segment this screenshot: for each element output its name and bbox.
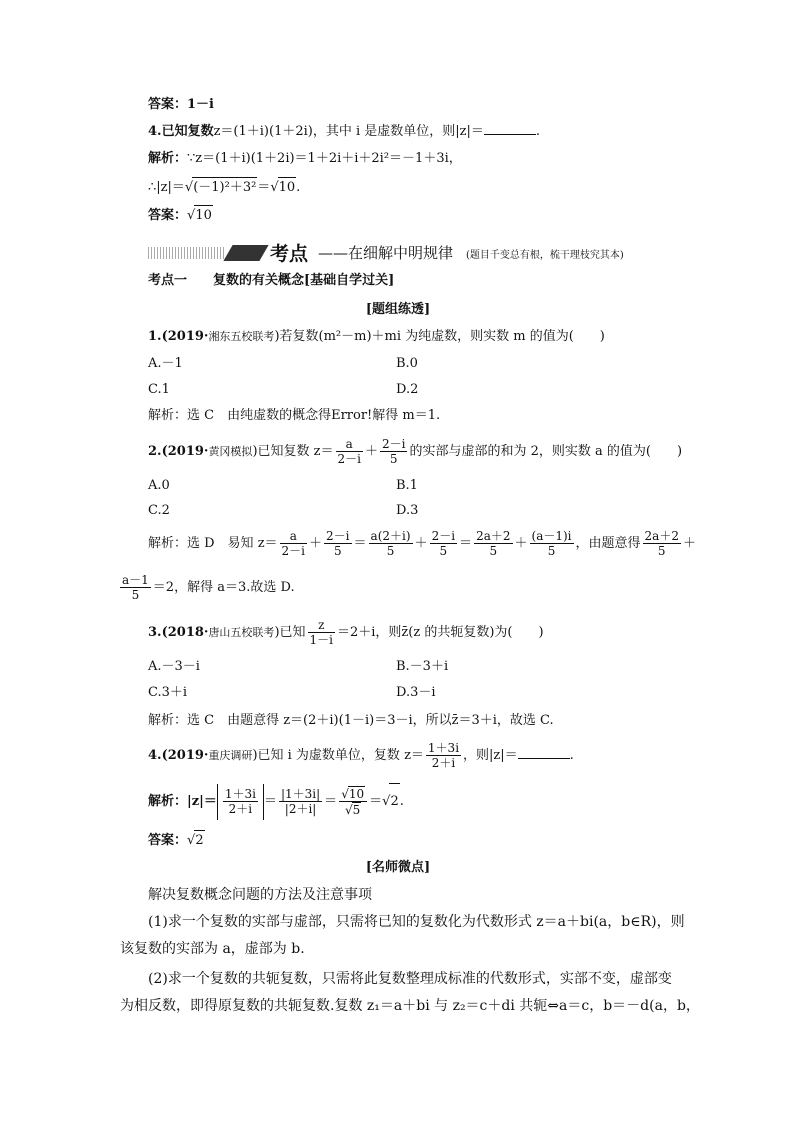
solution-2-line2: $\frac{a-1}{5}$ ＝2，解得 a＝3.故选 D. — [122, 573, 295, 602]
option-a: A.－3－i — [148, 659, 200, 674]
answer-sqrt10: 答案：√10 — [148, 205, 213, 226]
tips-label: [名师微点] — [365, 860, 431, 875]
option-c: C.1 — [148, 382, 170, 397]
answer-blank — [518, 746, 570, 759]
problem-2: 2.(2019·黄冈模拟)已知复数 z＝ $\frac{a}{2-i}$ ＋ $\frac{2-i}{5}$ 的实部与虚部的和为 2，则实数 a 的值为( ) — [148, 437, 683, 466]
solution-1: 解析：选 C 由纯虚数的概念得Error!解得 m＝1. — [148, 408, 441, 423]
banner-stripe — [148, 247, 226, 259]
banner-slash — [223, 245, 268, 261]
topic-heading: 考点一 复数的有关概念[基础自学过关] — [148, 273, 395, 288]
tip-1-line1: (1)求一个复数的实部与虚部，只需将已知的复数化为代数形式 z＝a＋bi(a，b∈R)，则 — [148, 914, 685, 930]
option-a: A.－1 — [148, 356, 183, 371]
option-c: C.3＋i — [148, 685, 188, 700]
tip-2-line2: 为相反数，即得原复数的共轭复数.复数 z₁＝a＋bi 与 z₂＝c＋di 共轭⇔a＝c，b＝－d(a，b， — [120, 998, 700, 1014]
option-d: D.3 — [396, 503, 419, 518]
section-title: 考点 — [270, 243, 309, 265]
option-d: D.3－i — [396, 685, 436, 700]
tip-2-line1: (2)求一个复数的共轭复数，只需将此复数整理成标准的代数形式，实部不变，虚部变 — [148, 971, 672, 987]
problem-3: 3.(2018·唐山五校联考)已知 $\frac{z}{1-i}$ ＝2＋i，则z̄(z 的共轭复数)为( ) — [148, 618, 544, 647]
option-b: B.1 — [396, 478, 418, 493]
option-b: B.0 — [396, 356, 418, 371]
answer-line: 答案：1－i — [148, 97, 214, 112]
section-note: (题目千变总有根，梳干理枝究其本) — [466, 250, 624, 261]
option-b: B.－3＋i — [396, 659, 449, 674]
section-subtitle: ——在细解中明规律 — [318, 244, 454, 262]
problem-4: 4.(2019·重庆调研)已知 i 为虚数单位，复数 z＝ $\frac{1+3i}{2+i}$ ，则|z|＝ . — [148, 741, 574, 770]
solution-4b: 解析：|z|＝ $\frac{1+3i}{2+i}$ ＝ $\frac{|1+3i|}{|2+i|}$ ＝ $\frac{√10}{√5}$ ＝√2. — [148, 783, 404, 820]
tips-title: 解决复数概念问题的方法及注意事项 — [148, 887, 372, 903]
answer-4b: 答案：√2 — [148, 830, 205, 851]
section-banner — [148, 243, 668, 263]
solution-4-line1: 解析：∵z＝(1＋i)(1＋2i)＝1＋2i＋i＋2i²＝－1＋3i， — [148, 151, 462, 166]
option-c: C.2 — [148, 503, 170, 518]
problem-1: 1.(2019·湘东五校联考)若复数(m²－m)＋mi 为纯虚数，则实数 m 的值为( ) — [148, 329, 605, 344]
solution-4-line2: ∴|z|＝√(－1)²＋3²＝√10. — [148, 177, 300, 198]
solution-2-line1: 解析：选 D 易知 z＝ $\frac{a}{2-i}$ ＋ $\frac{2-i}{5}$ ＝ $\frac{a(2+i)}{5}$ ＋ $\frac{2-i}{5}$ ＝ $\frac{2a+2}{5}$ ＋ $\frac{(a-1)i}{5}$ ，由题意得 $\frac{2a+2}{5}$ ＋ — [148, 529, 696, 558]
option-d: D.2 — [396, 382, 419, 397]
answer-blank — [484, 122, 536, 135]
option-a: A.0 — [148, 478, 170, 493]
question-4: 4.已知复数z＝(1＋i)(1＋2i)，其中 i 是虚数单位，则|z|＝ . — [148, 124, 541, 139]
group-label: [题组练透] — [365, 302, 431, 317]
solution-3: 解析：选 C 由题意得 z＝(2＋i)(1－i)＝3－i，所以z̄＝3＋i，故选 C. — [148, 713, 554, 728]
tip-1-line2: 该复数的实部为 a，虚部为 b. — [120, 941, 305, 957]
